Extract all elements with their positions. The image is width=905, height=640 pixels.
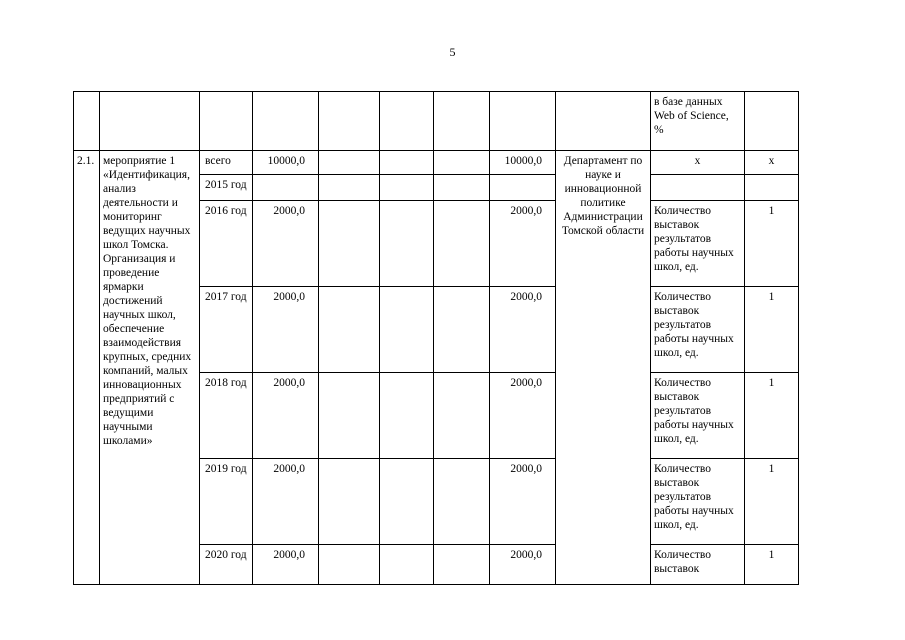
cell bbox=[74, 92, 100, 151]
indicator-cell: Количество выставок результатов работы научных школ, ед. bbox=[651, 201, 745, 287]
item-number: 2.1. bbox=[74, 151, 100, 585]
budget-cell: 2000,0 bbox=[490, 201, 556, 287]
indicator-cell: х bbox=[651, 151, 745, 175]
cell bbox=[200, 92, 253, 151]
cell bbox=[319, 151, 380, 175]
value-cell: х bbox=[745, 151, 799, 175]
cell bbox=[380, 175, 434, 201]
value-cell: 1 bbox=[745, 373, 799, 459]
indicator-cell: Количество выставок результатов работы научных школ, ед. bbox=[651, 287, 745, 373]
table-row bbox=[74, 151, 799, 175]
cell bbox=[380, 459, 434, 545]
cell bbox=[319, 175, 380, 201]
budget-cell: 2000,0 bbox=[490, 373, 556, 459]
activity-description: мероприятие 1 «Идентификация, анализ деятельности и мониторинг ведущих научных школ Томска. Организация и проведение ярмарки достижений научных школ, обеспечение взаимодействия крупных, средних компаний, малых инновационных предприятий с ведущими научными школами» bbox=[100, 151, 200, 585]
cell bbox=[319, 373, 380, 459]
budget-cell bbox=[490, 175, 556, 201]
year-cell: всего bbox=[200, 151, 253, 175]
value-cell: 1 bbox=[745, 545, 799, 585]
cell bbox=[434, 545, 490, 585]
total-cell: 2000,0 bbox=[253, 459, 319, 545]
budget-cell: 10000,0 bbox=[490, 151, 556, 175]
total-cell: 2000,0 bbox=[253, 201, 319, 287]
page-number: 5 bbox=[449, 45, 456, 59]
program-table bbox=[73, 91, 799, 585]
cell bbox=[319, 92, 380, 151]
total-cell bbox=[253, 175, 319, 201]
year-cell: 2018 год bbox=[200, 373, 253, 459]
cell bbox=[434, 92, 490, 151]
indicator-cell: Количество выставок bbox=[651, 545, 745, 585]
value-cell: 1 bbox=[745, 287, 799, 373]
cell bbox=[380, 287, 434, 373]
year-cell: 2016 год bbox=[200, 201, 253, 287]
cell bbox=[745, 92, 799, 151]
executor-cell: Департамент по науке и инновационной политике Администрации Томской области bbox=[556, 151, 651, 585]
budget-cell: 2000,0 bbox=[490, 545, 556, 585]
cell bbox=[434, 151, 490, 175]
cell bbox=[380, 545, 434, 585]
cell bbox=[380, 92, 434, 151]
value-cell: 1 bbox=[745, 459, 799, 545]
total-cell: 10000,0 bbox=[253, 151, 319, 175]
cell bbox=[380, 151, 434, 175]
cell bbox=[253, 92, 319, 151]
cell bbox=[434, 373, 490, 459]
budget-cell: 2000,0 bbox=[490, 459, 556, 545]
year-cell: 2017 год bbox=[200, 287, 253, 373]
cell bbox=[434, 201, 490, 287]
cell bbox=[100, 92, 200, 151]
cell bbox=[434, 175, 490, 201]
indicator-cell: в базе данных Web of Science, % bbox=[651, 92, 745, 151]
total-cell: 2000,0 bbox=[253, 545, 319, 585]
year-cell: 2015 год bbox=[200, 175, 253, 201]
value-cell bbox=[745, 175, 799, 201]
cell bbox=[380, 373, 434, 459]
cell bbox=[556, 92, 651, 151]
header-continuation-row bbox=[74, 92, 799, 151]
cell bbox=[434, 459, 490, 545]
cell bbox=[319, 201, 380, 287]
cell bbox=[490, 92, 556, 151]
cell bbox=[434, 287, 490, 373]
cell bbox=[319, 287, 380, 373]
year-cell: 2020 год bbox=[200, 545, 253, 585]
cell bbox=[319, 545, 380, 585]
indicator-cell: Количество выставок результатов работы научных школ, ед. bbox=[651, 373, 745, 459]
budget-cell: 2000,0 bbox=[490, 287, 556, 373]
value-cell: 1 bbox=[745, 201, 799, 287]
total-cell: 2000,0 bbox=[253, 373, 319, 459]
year-cell: 2019 год bbox=[200, 459, 253, 545]
total-cell: 2000,0 bbox=[253, 287, 319, 373]
indicator-cell bbox=[651, 175, 745, 201]
cell bbox=[319, 459, 380, 545]
indicator-cell: Количество выставок результатов работы научных школ, ед. bbox=[651, 459, 745, 545]
cell bbox=[380, 201, 434, 287]
